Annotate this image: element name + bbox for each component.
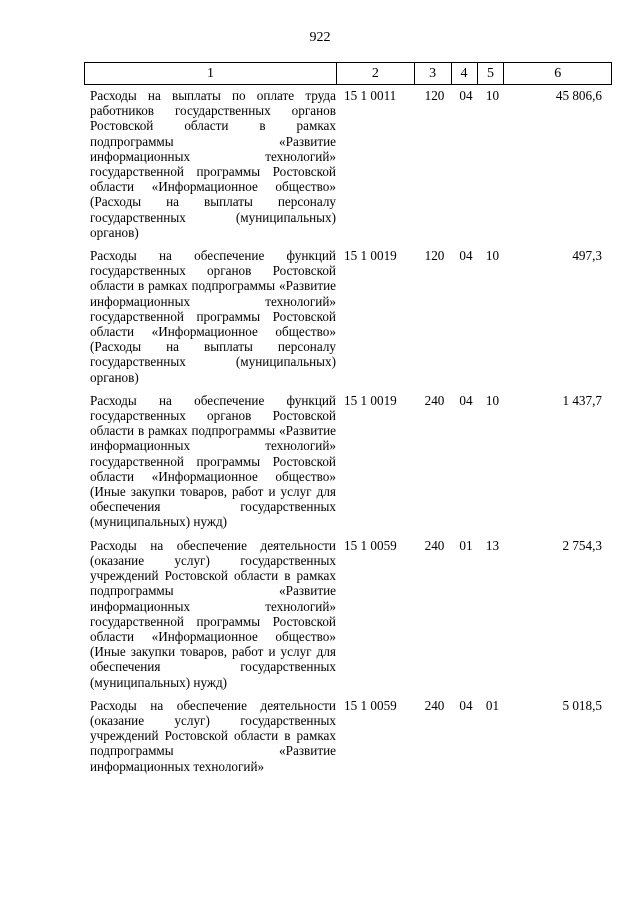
table-row	[84, 88, 612, 240]
header-col-5: 5	[478, 63, 505, 84]
row-description: Расходы на обеспечение функций государственных органов Ростовской области в рамках подпрограммы «Развитие информационных технологий» государственной программы Ростовской области «Информационное общество» (Иные закупки товаров, работ и услуг для обеспечения государственных (муниципальных) нужд)	[90, 392, 336, 530]
row-expense-type: 240	[424, 537, 445, 553]
table-row	[84, 698, 612, 774]
table-body	[84, 88, 612, 782]
row-subsection: 10	[485, 392, 500, 408]
row-amount: 2 754,3	[562, 537, 602, 553]
row-subsection: 13	[485, 537, 500, 553]
row-target-code: 15 1 0059	[344, 537, 397, 553]
table-header	[84, 62, 612, 85]
row-target-code: 15 1 0059	[344, 697, 397, 713]
row-expense-type: 240	[424, 697, 445, 713]
row-description: Расходы на обеспечение деятельности (оказание услуг) государственных учреждений Ростовской области в рамках подпрограммы «Развитие информационных технологий» государственной программы Ростовской области «Информационное общество» (Иные закупки товаров, работ и услуг для обеспечения государственных (муниципальных) нужд)	[90, 537, 336, 690]
row-expense-type: 120	[424, 248, 445, 264]
row-section: 04	[459, 392, 473, 408]
header-col-6: 6	[554, 66, 562, 81]
row-amount: 497,3	[572, 248, 602, 264]
row-target-code: 15 1 0011	[344, 88, 397, 103]
header-col-1: 1	[85, 63, 337, 84]
row-description: Расходы на обеспечение функций государственных органов Ростовской области в рамках подпрограммы «Развитие информационных технологий» государственной программы Ростовской области «Информационное общество» (Расходы на выплаты персоналу государственных (муниципальных) органов)	[90, 248, 336, 385]
row-expense-type: 240	[424, 392, 445, 408]
row-amount: 45 806,6	[555, 88, 602, 103]
row-section: 04	[459, 248, 473, 264]
row-amount: 5 018,5	[562, 697, 602, 713]
row-target-code: 15 1 0019	[344, 392, 397, 408]
table-row	[84, 538, 612, 690]
row-subsection: 01	[485, 697, 500, 713]
row-subsection: 10	[485, 88, 500, 103]
table-row	[84, 393, 612, 530]
row-amount: 1 437,7	[562, 392, 602, 408]
row-description: Расходы на обеспечение деятельности (оказание услуг) государственных учреждений Ростовской области в рамках подпрограммы «Развитие информационных технологий»	[90, 697, 336, 774]
row-target-code: 15 1 0019	[344, 248, 397, 264]
page-number: 922	[309, 30, 331, 45]
row-description: Расходы на выплаты по оплате труда работников государственных органов Ростовской области в рамках подпрограммы «Развитие информационных технологий» государственной программы Ростовской области «Информационное общество» (Расходы на выплаты персоналу государственных (муниципальных) органов)	[90, 88, 336, 240]
row-section: 01	[459, 537, 473, 553]
table-row	[84, 248, 612, 385]
row-subsection: 10	[485, 248, 500, 264]
row-section: 04	[459, 697, 473, 713]
row-section: 04	[459, 88, 473, 103]
header-col-4: 4	[452, 63, 478, 84]
header-col-2: 2	[337, 63, 415, 84]
header-col-3: 3	[415, 63, 452, 84]
row-expense-type: 120	[424, 88, 445, 103]
